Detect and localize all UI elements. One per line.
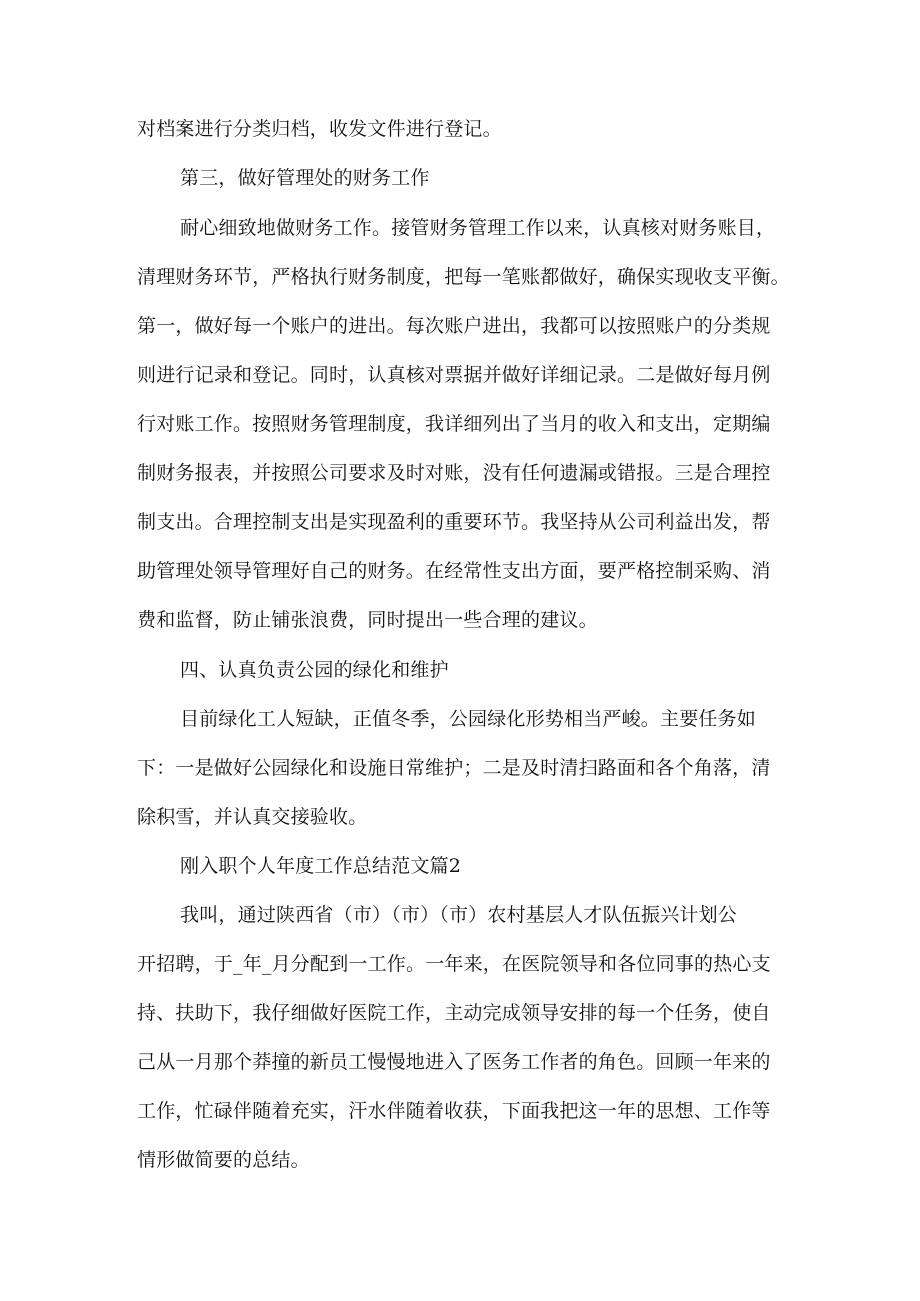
body-line-21: 工作，忙碌伴随着充实，汗水伴随着收获，下面我把这一年的思想、工作等: [137, 1100, 771, 1122]
section-heading-4: 四、认真负责公园的绿化和维护: [180, 659, 449, 681]
body-line-6: 则进行记录和登记。同时，认真核对票据并做好详细记录。二是做好每月例: [137, 364, 771, 386]
article-title: 刚入职个人年度工作总结范文篇2: [180, 855, 462, 877]
body-line-20: 己从一月那个莽撞的新员工慢慢地进入了医务工作者的角色。回顾一年来的: [137, 1051, 771, 1073]
body-line-8: 制财务报表，并按照公司要求及时对账，没有任何遗漏或错报。三是合理控: [137, 462, 771, 484]
body-line-22: 情形做简要的总结。: [137, 1149, 310, 1171]
body-line-10: 助管理处领导管理好自己的财务。在经常性支出方面，要严格控制采购、消: [137, 560, 771, 582]
body-line-19: 持、扶助下，我仔细做好医院工作，主动完成领导安排的每一个任务，使自: [137, 1002, 771, 1024]
body-line-11: 费和监督，防止铺张浪费，同时提出一些合理的建议。: [137, 609, 598, 631]
body-line-1: 对档案进行分类归档，收发文件进行登记。: [137, 118, 502, 140]
body-line-9: 制支出。合理控制支出是实现盈利的重要环节。我坚持从公司利益出发，帮: [137, 511, 771, 533]
section-heading-3: 第三，做好管理处的财务工作: [180, 167, 430, 189]
paragraph-first-line: 目前绿化工人短缺，正值冬季，公园绿化形势相当严峻。主要任务如: [180, 708, 757, 730]
body-line-15: 除积雪，并认真交接验收。: [137, 806, 368, 828]
body-line-7: 行对账工作。按照财务管理制度，我详细列出了当月的收入和支出，定期编: [137, 413, 771, 435]
paragraph-first-line: 我叫，通过陕西省（市）（市）（市）农村基层人才队伍振兴计划公: [180, 904, 738, 926]
body-line-14: 下：一是做好公园绿化和设施日常维护；二是及时清扫路面和各个角落，清: [137, 757, 771, 779]
body-line-4: 清理财务环节，严格执行财务制度，把每一笔账都做好，确保实现收支平衡。: [137, 266, 790, 288]
paragraph-first-line: 耐心细致地做财务工作。接管财务管理工作以来，认真核对财务账目，: [180, 217, 776, 239]
body-line-18: 开招聘，于_年_月分配到一工作。一年来，在医院领导和各位同事的热心支: [137, 953, 771, 975]
body-line-5: 第一，做好每一个账户的进出。每次账户进出，我都可以按照账户的分类规: [137, 315, 771, 337]
